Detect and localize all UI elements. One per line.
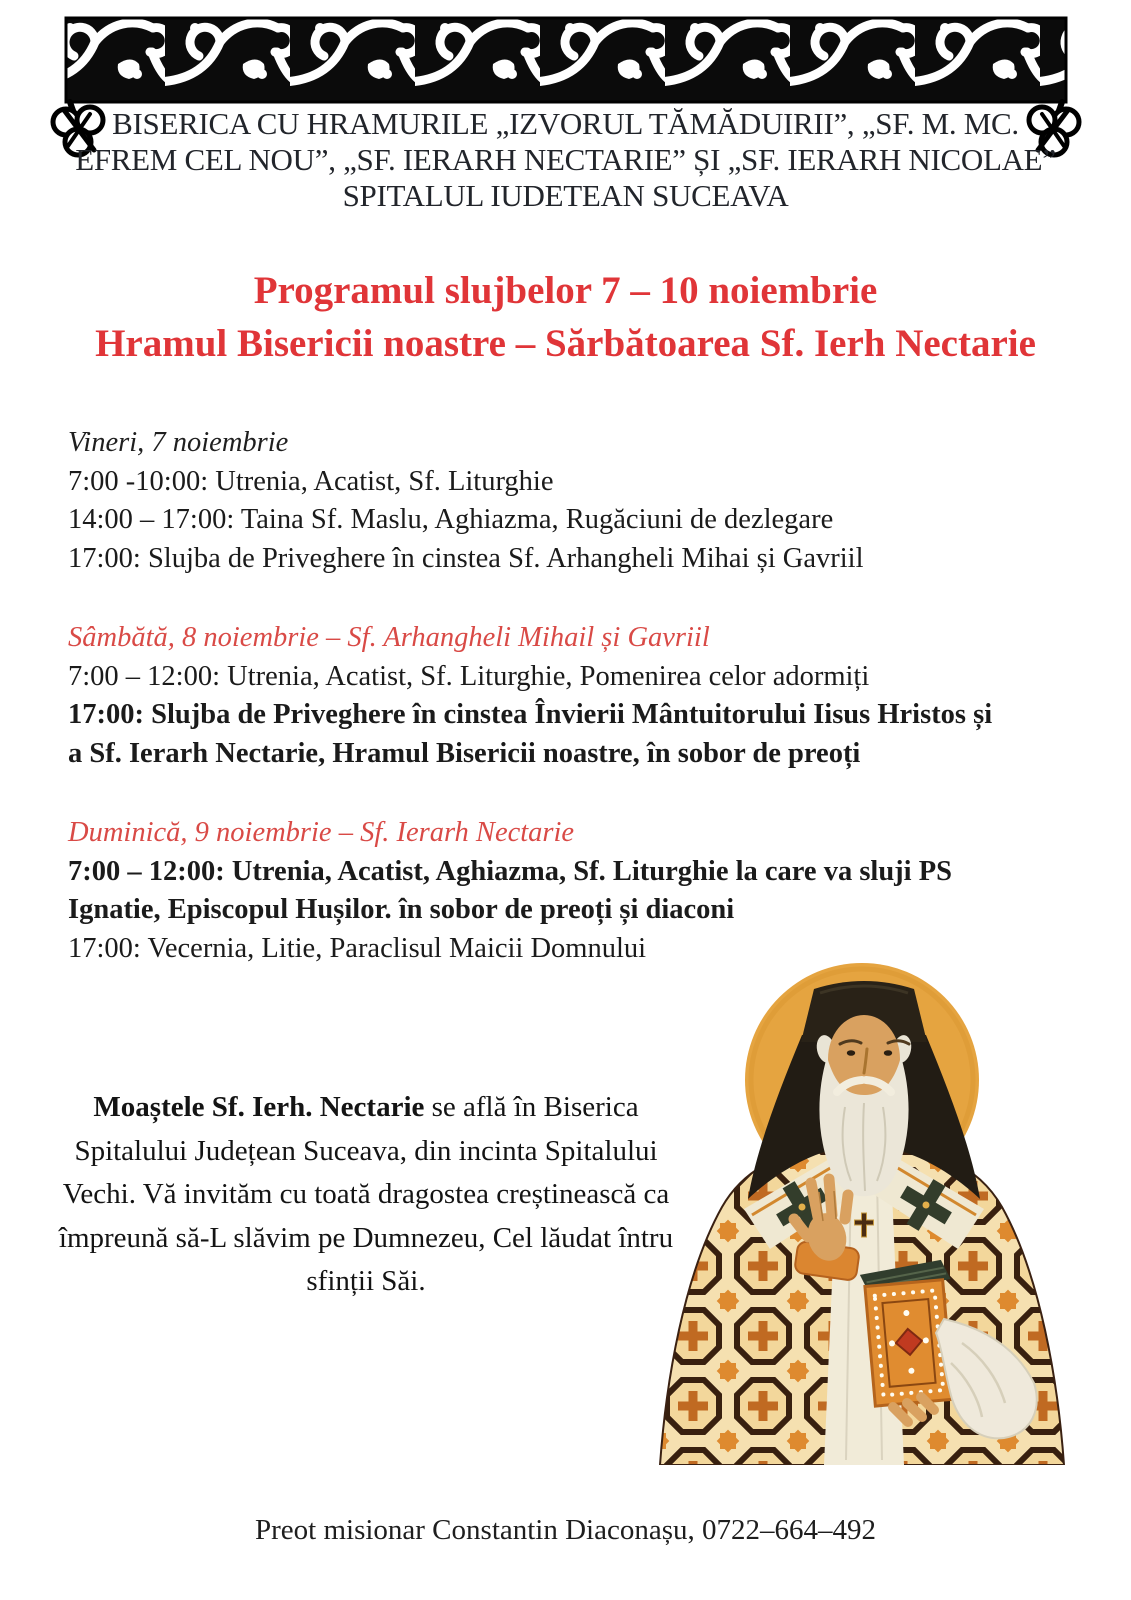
contact-line: Preot misionar Constantin Diaconașu, 0722–664–492 [254, 1514, 877, 1546]
service-line: 17:00: Slujba de Priveghere în cinstea Învierii Mântuitorului Iisus Hristos și [68, 699, 993, 730]
schedule-section-friday [68, 424, 1073, 578]
church-name-line-1: BISERICA CU HRAMURILE „IZVORUL TĂMĂDUIRII”, „SF. M. MC. [112, 106, 1019, 141]
church-name [0, 106, 1131, 214]
church-name-line-3: SPITALUL IUDETEAN SUCEAVA [342, 178, 789, 213]
relics-lead: Moaștele Sf. Ierh. Nectarie [93, 1091, 425, 1123]
schedule [68, 424, 1073, 1009]
service-line: Ignatie, Episcopul Hușilor. în sobor de preoți și diaconi [68, 894, 735, 925]
service-line: 17:00: Slujba de Priveghere în cinstea Sf. Arhangheli Mihai și Gavriil [68, 542, 864, 574]
service-line: 14:00 – 17:00: Taina Sf. Maslu, Aghiazma, Rugăciuni de dezlegare [68, 504, 834, 535]
service-line: 17:00: Vecernia, Litie, Paraclisul Maicii Domnului [68, 932, 647, 964]
service-line: 7:00 -10:00: Utrenia, Acatist, Sf. Liturghie [68, 465, 554, 497]
title-line-1: Programul slujbelor 7 – 10 noiembrie [253, 269, 878, 312]
service-line: 7:00 – 12:00: Utrenia, Acatist, Aghiazma, Sf. Liturghie la care va sluji PS [68, 855, 952, 887]
church-name-line-2: EFREM CEL NOU”, „SF. IERARH NECTARIE” ȘI „SF. IERARH NICOLAE” [75, 142, 1056, 177]
title-line-2: Hramul Bisericii noastre – Sărbătoarea Sf. Ierh Nectarie [95, 322, 1036, 365]
schedule-section-saturday [68, 619, 1073, 773]
service-line: a Sf. Ierarh Nectarie, Hramul Bisericii noastre, în sobor de preoți [68, 737, 861, 769]
saint-nectarie-icon [650, 945, 1070, 1465]
service-line: 7:00 – 12:00: Utrenia, Acatist, Sf. Liturghie, Pomenirea celor adormiți [68, 660, 870, 692]
relics-paragraph [52, 1086, 680, 1304]
page-title [0, 264, 1131, 370]
day-heading-sunday: Duminică, 9 noiembrie – Sf. Ierarh Nectarie [68, 817, 575, 848]
day-heading-friday: Vineri, 7 noiembrie [68, 427, 289, 458]
relics-text: se află în Biserica Spitalului Județean Suceava, din incinta Spitalului Vechi. Vă invităm cu toată dragostea creștinească ca împreună să-L slăvim pe Dumnezeu, Cel lăudat întru sfinții Săi. [58, 1091, 674, 1297]
day-heading-saturday: Sâmbătă, 8 noiembrie – Sf. Arhangheli Mihail și Gavriil [68, 622, 710, 653]
